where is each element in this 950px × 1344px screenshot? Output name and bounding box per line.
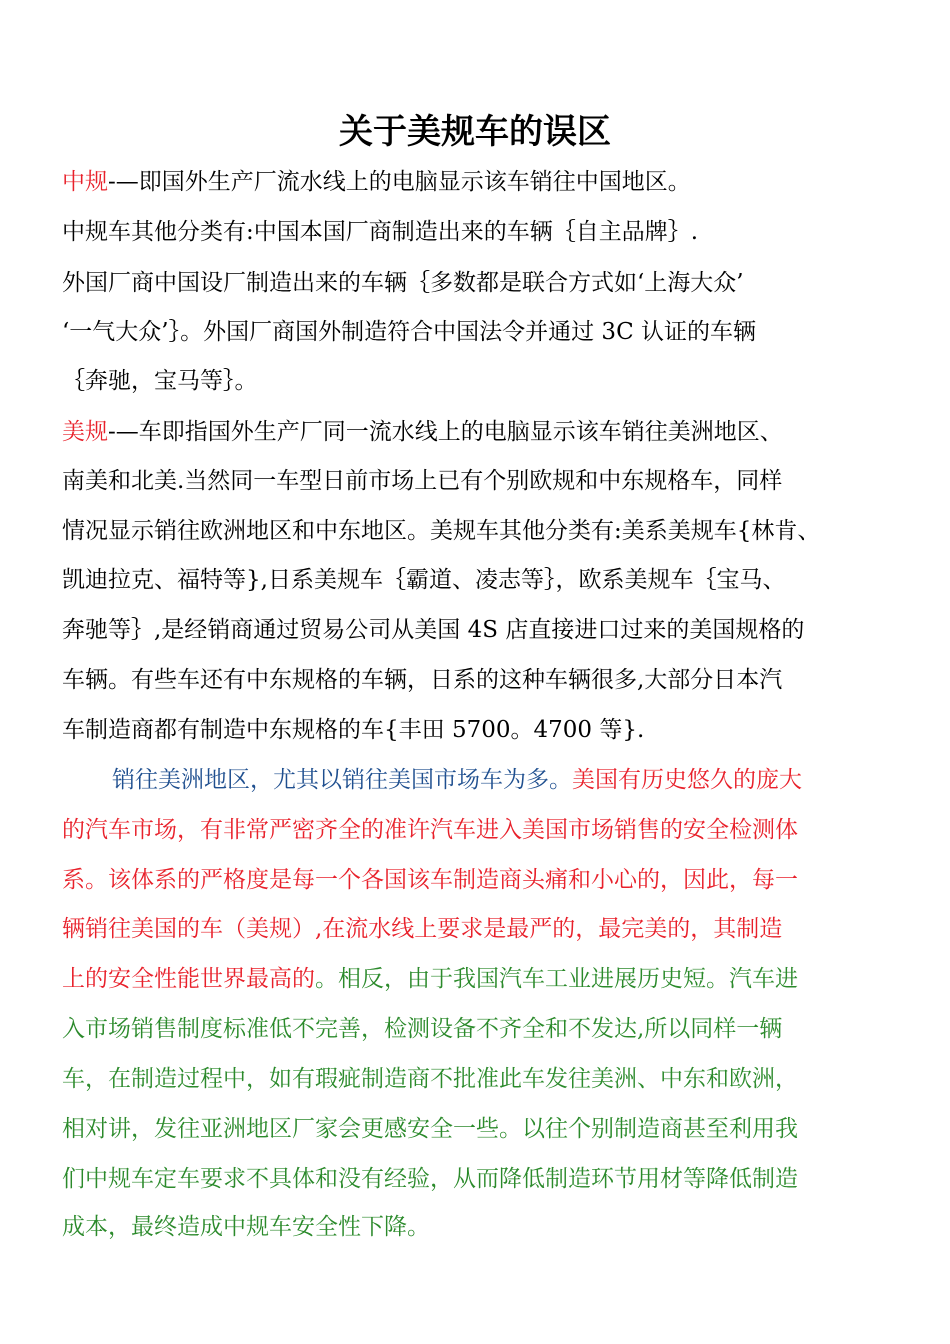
- text-line: [62, 713, 644, 747]
- text-segment: 辆销往美国的车（美规）,在流水线上要求是最严的，最完美的，其制造: [62, 916, 783, 942]
- text-segment: 奔驰等｝,是经销商通过贸易公司从美国 4S 店直接进口过来的美国规格的: [62, 617, 805, 643]
- text-line: [62, 266, 744, 300]
- text-segment: -—即国外生产厂流水线上的电脑显示该车销往中国地区。: [108, 169, 691, 195]
- text-line: [62, 464, 782, 498]
- text-line: [62, 1012, 782, 1046]
- text-segment: 情况显示销往欧洲地区和中东地区。美规车其他分类有:美系美规车{林肯、: [62, 518, 821, 544]
- text-line: [62, 863, 798, 897]
- text-line: [62, 613, 804, 647]
- text-segment: 们中规车定车要求不具体和没有经验，从而降低制造环节用材等降低制造: [62, 1166, 798, 1192]
- text-line: [62, 364, 258, 398]
- text-segment: 上的安全性能世界最高的: [62, 966, 315, 992]
- text-line: [62, 165, 691, 199]
- text-segment: 中规车其他分类有:中国本国厂商制造出来的车辆｛自主品牌｝.: [62, 219, 699, 245]
- text-line: [62, 1162, 798, 1196]
- text-segment: 系。该体系的严格度是每一个各国该车制造商头痛和小心的，因此，每一: [62, 867, 798, 893]
- text-segment: 销往美洲地区，尤其以销往美国市场车为多。: [112, 767, 572, 793]
- text-line: [112, 763, 802, 797]
- text-segment: 中规: [62, 169, 108, 195]
- text-line: [62, 563, 785, 597]
- text-segment: 凯迪拉克、福特等},日系美规车｛霸道、凌志等｝，欧系美规车｛宝马、: [62, 567, 786, 593]
- text-segment: ｛奔驰，宝马等｝。: [62, 368, 258, 394]
- text-segment: 相对讲，发往亚洲地区厂家会更感安全一些。以往个别制造商甚至利用我: [62, 1116, 798, 1142]
- text-segment: 的汽车市场，有非常严密齐全的准许汽车进入美国市场销售的安全检测体: [62, 817, 798, 843]
- text-segment: 成本，最终造成中规车安全性下降。: [62, 1214, 430, 1240]
- text-segment: 车制造商都有制造中东规格的车{丰田 5700。4700 等}.: [62, 717, 645, 743]
- text-line: [62, 315, 756, 349]
- text-segment: 入市场销售制度标准低不完善，检测设备不齐全和不发达,所以同样一辆: [62, 1016, 783, 1042]
- text-line: [62, 663, 782, 697]
- text-line: [62, 1062, 798, 1096]
- document-title: 关于美规车的误区: [339, 112, 611, 152]
- text-segment: 南美和北美.当然同一车型日前市场上已有个别欧规和中东规格车，同样: [62, 468, 783, 494]
- text-line: [62, 514, 820, 548]
- text-segment: 车，在制造过程中，如有瑕疵制造商不批准此车发往美洲、中东和欧洲，: [62, 1066, 798, 1092]
- text-line: [62, 1112, 798, 1146]
- text-line: [62, 1210, 430, 1244]
- text-segment: 美规: [62, 419, 108, 445]
- text-line: [62, 215, 698, 249]
- text-segment: ‘一气大众’｝。外国厂商国外制造符合中国法令并通过 3C 认证的车辆: [62, 319, 756, 345]
- text-segment: 美国有历史悠久的庞大: [572, 767, 802, 793]
- text-segment: 外国厂商中国设厂制造出来的车辆｛多数都是联合方式如‘上海大众’: [62, 270, 744, 296]
- text-line: [62, 912, 782, 946]
- text-segment: 。相反，由于我国汽车工业进展历史短。汽车进: [315, 966, 798, 992]
- text-line: [62, 415, 783, 449]
- text-segment: -—车即指国外生产厂同一流水线上的电脑显示该车销往美洲地区、: [108, 419, 783, 445]
- text-line: [62, 813, 798, 847]
- text-segment: 车辆。有些车还有中东规格的车辆，日系的这种车辆很多,大部分日本汽: [62, 667, 783, 693]
- text-line: [62, 962, 798, 996]
